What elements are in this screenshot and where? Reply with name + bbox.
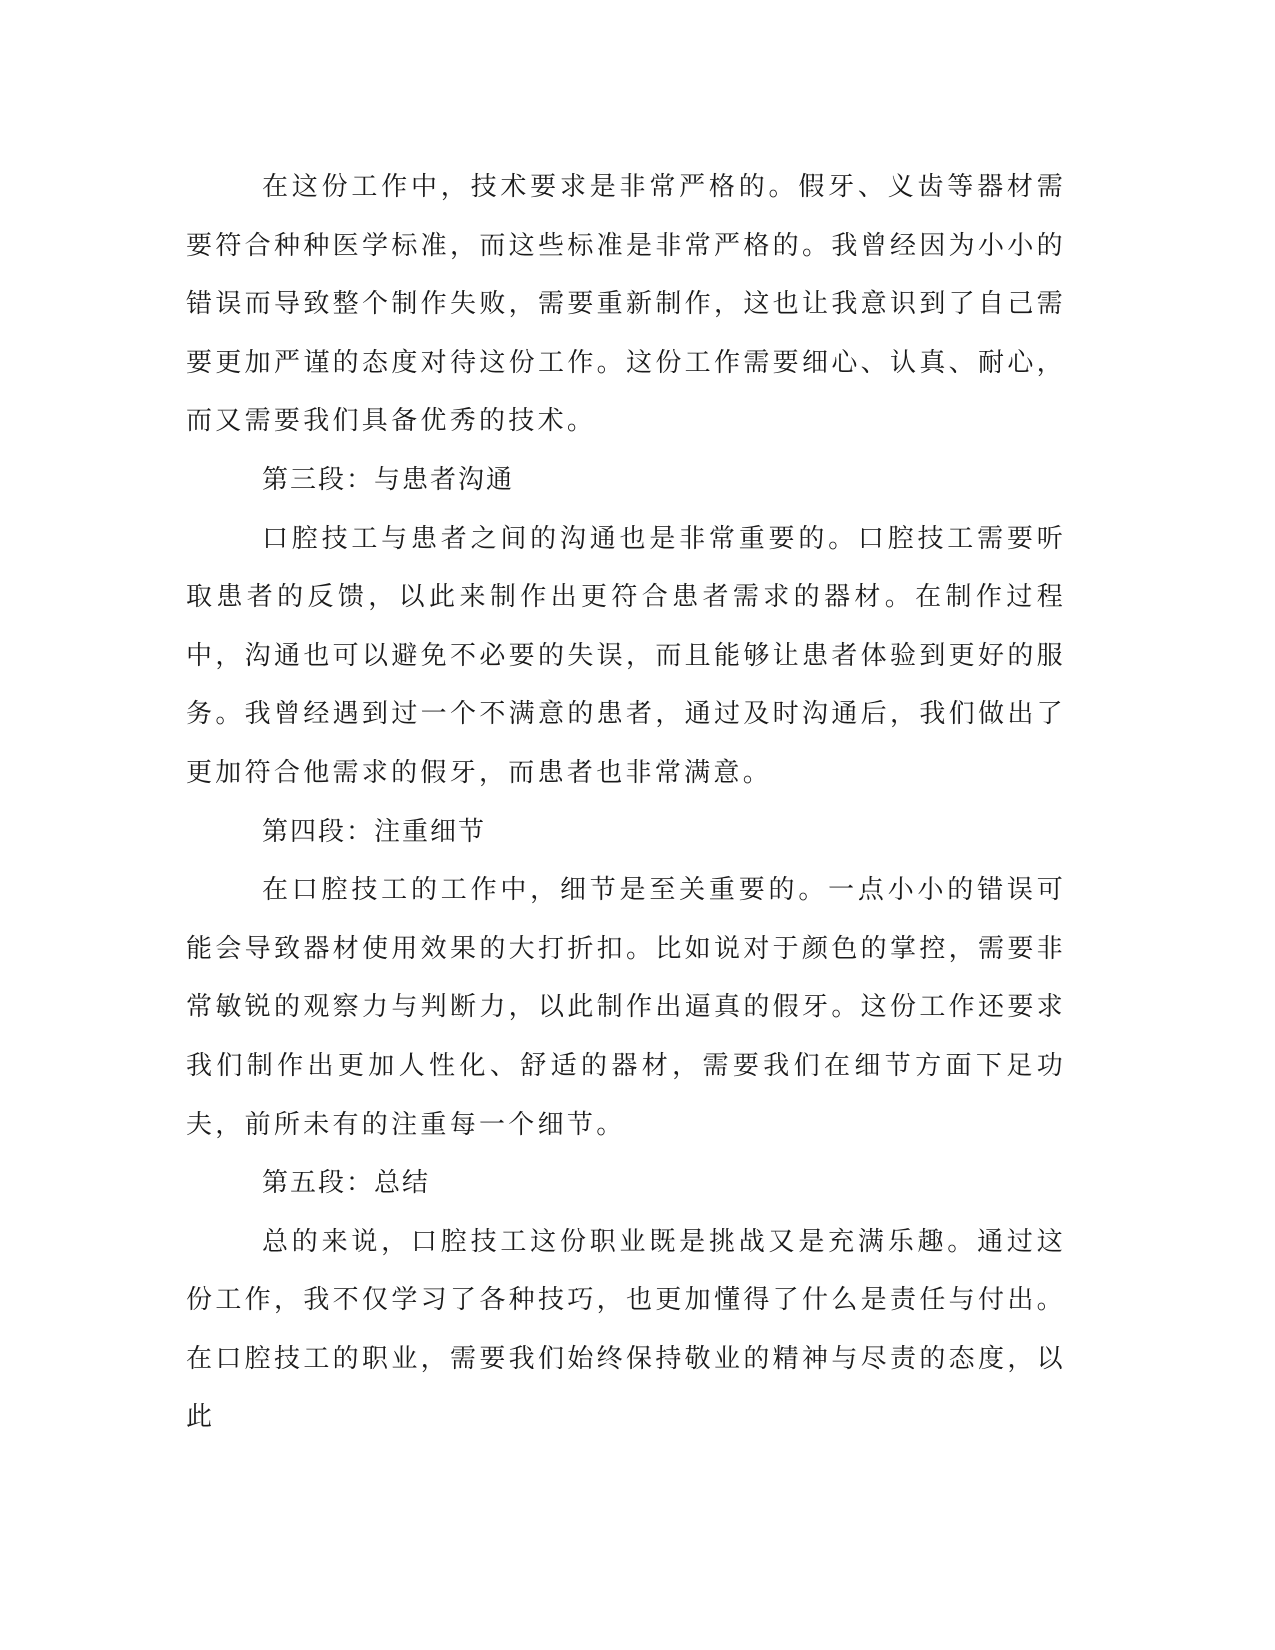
paragraph-summary: 总的来说，口腔技工这份职业既是挑战又是充满乐趣。通过这份工作，我不仅学习了各种技巧，也更加懂得了什么是责任与付出。在口腔技工的职业，需要我们始终保持敬业的精神与尽责的态度，以此	[186, 1226, 1066, 1433]
paragraph-patient-communication: 口腔技工与患者之间的沟通也是非常重要的。口腔技工需要听取患者的反馈，以此来制作出更符合患者需求的器材。在制作过程中，沟通也可以避免不必要的失误，而且能够让患者体验到更好的服务。我曾经遇到过一个不满意的患者，通过及时沟通后，我们做出了更加符合他需求的假牙，而患者也非常满意。	[186, 523, 1066, 788]
document-body	[186, 158, 1066, 1447]
paragraph-attention-to-detail: 在口腔技工的工作中，细节是至关重要的。一点小小的错误可能会导致器材使用效果的大打折扣。比如说对于颜色的掌控，需要非常敏锐的观察力与判断力，以此制作出逼真的假牙。这份工作还要求我们制作出更加人性化、舒适的器材，需要我们在细节方面下足功夫，前所未有的注重每一个细节。	[186, 875, 1066, 1140]
section-heading-patient-communication: 第三段：与患者沟通	[262, 464, 515, 495]
section-heading-summary: 第五段：总结	[262, 1168, 431, 1199]
paragraph-technical-requirements: 在这份工作中，技术要求是非常严格的。假牙、义齿等器材需要符合种种医学标准，而这些标准是非常严格的。我曾经因为小小的错误而导致整个制作失败，需要重新制作，这也让我意识到了自己需要更加严谨的态度对待这份工作。这份工作需要细心、认真、耐心，而又需要我们具备优秀的技术。	[186, 172, 1066, 437]
section-heading-attention-to-detail: 第四段：注重细节	[262, 816, 487, 847]
